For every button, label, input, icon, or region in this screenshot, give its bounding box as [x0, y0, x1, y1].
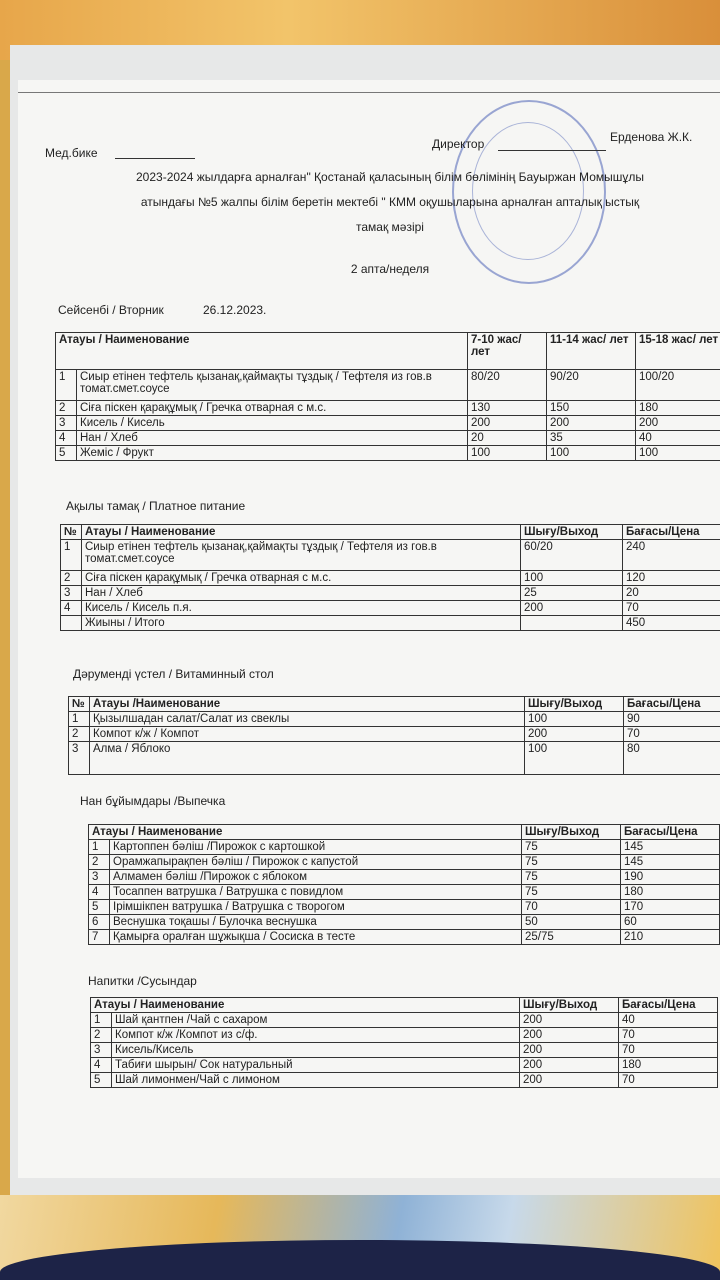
price: 210 — [621, 930, 720, 945]
dish-name: Алма / Яблоко — [90, 742, 525, 775]
row-number — [61, 616, 82, 631]
row-number: 7 — [89, 930, 110, 945]
portion-11-14: 90/20 — [547, 370, 636, 401]
price: 90 — [624, 712, 720, 727]
table-row — [69, 742, 720, 775]
table-row — [56, 401, 720, 416]
vitamin-table — [68, 696, 720, 775]
row-number: 1 — [61, 540, 82, 571]
portion-11-14: 35 — [547, 431, 636, 446]
price: 120 — [623, 571, 720, 586]
price: 180 — [619, 1058, 718, 1073]
table-row — [61, 540, 720, 571]
header-cell: Атауы /Наименование — [90, 697, 525, 712]
dish-name: Орамжапырақпен бәліш / Пирожок с капустой — [110, 855, 522, 870]
dish-name: Нан / Хлеб — [82, 586, 521, 601]
table-row — [91, 1043, 718, 1058]
row-number: 3 — [61, 586, 82, 601]
dish-name: Жеміс / Фрукт — [77, 446, 468, 461]
row-number: 6 — [89, 915, 110, 930]
table-header-row — [91, 998, 718, 1013]
header-cell: Шығу/Выход — [520, 998, 619, 1013]
dish-name: Кисель / Кисель — [77, 416, 468, 431]
table-row — [89, 915, 720, 930]
header-cell: 15-18 жас/ лет — [636, 333, 720, 370]
dish-name: Сіға піскен қарақұмық / Гречка отварная с м.с. — [77, 401, 468, 416]
portion: 60/20 — [521, 540, 623, 571]
drink-name: Кисель/Кисель — [112, 1043, 520, 1058]
dish-name: Сиыр етінен тефтель қызанақ,қаймақты тұздық / Тефтеля из гов.в томат.смет.соусе — [82, 540, 521, 571]
row-number: 3 — [56, 416, 77, 431]
price: 20 — [623, 586, 720, 601]
portion: 200 — [520, 1073, 619, 1088]
portion: 200 — [521, 601, 623, 616]
portion: 75 — [522, 885, 621, 900]
portion-7-10: 80/20 — [468, 370, 547, 401]
dish-name: Компот к/ж / Компот — [90, 727, 525, 742]
row-number: 4 — [61, 601, 82, 616]
price: 145 — [621, 840, 720, 855]
row-number: 3 — [69, 742, 90, 775]
nurse-signature-line — [115, 158, 195, 159]
price: 70 — [624, 727, 720, 742]
header-cell: 7-10 жас/ лет — [468, 333, 547, 370]
header-cell: Атауы / Наименование — [56, 333, 468, 370]
portion: 75 — [522, 855, 621, 870]
portion-15-18: 100 — [636, 446, 720, 461]
table-row — [91, 1013, 718, 1028]
table-row — [56, 416, 720, 431]
price: 80 — [624, 742, 720, 775]
portion: 25 — [521, 586, 623, 601]
header-cell: Атауы / Наименование — [91, 998, 520, 1013]
dish-name: Тосаппен ватрушка / Ватрушка с повидлом — [110, 885, 522, 900]
row-number: 4 — [91, 1058, 112, 1073]
row-number: 3 — [91, 1043, 112, 1058]
dish-name: Ірімшікпен ватрушка / Ватрушка с творогом — [110, 900, 522, 915]
title-line-1: 2023-2024 жылдарға арналған" Қостанай қаласының білім бөлімінің Бауыржан Момышұлы — [136, 170, 644, 184]
portion: 50 — [522, 915, 621, 930]
row-number: 2 — [61, 571, 82, 586]
header-cell: 11-14 жас/ лет — [547, 333, 636, 370]
drink-name: Шай лимонмен/Чай с лимоном — [112, 1073, 520, 1088]
week-label: 2 апта/неделя — [350, 262, 430, 276]
portion: 200 — [525, 727, 624, 742]
portion-7-10: 100 — [468, 446, 547, 461]
price: 70 — [623, 601, 720, 616]
row-number: 4 — [89, 885, 110, 900]
portion — [521, 616, 623, 631]
header-cell: Шығу/Выход — [525, 697, 624, 712]
price: 70 — [619, 1073, 718, 1088]
header-cell: № — [61, 525, 82, 540]
price: 70 — [619, 1028, 718, 1043]
portion-11-14: 150 — [547, 401, 636, 416]
portion-15-18: 200 — [636, 416, 720, 431]
table-row — [91, 1073, 718, 1088]
table-row — [89, 870, 720, 885]
table-header-row — [89, 825, 720, 840]
table-row — [89, 855, 720, 870]
total-price: 450 — [623, 616, 720, 631]
header-cell: № — [69, 697, 90, 712]
portion-15-18: 40 — [636, 431, 720, 446]
header-cell: Бағасы/Цена — [619, 998, 718, 1013]
header-cell: Атауы / Наименование — [89, 825, 522, 840]
row-number: 4 — [56, 431, 77, 446]
price: 180 — [621, 885, 720, 900]
portion: 200 — [520, 1043, 619, 1058]
school-lunch-table — [55, 332, 720, 461]
row-number: 5 — [89, 900, 110, 915]
table-row — [61, 601, 720, 616]
header-cell: Атауы / Наименование — [82, 525, 521, 540]
portion-11-14: 100 — [547, 446, 636, 461]
date-label: 26.12.2023. — [203, 303, 267, 317]
dish-name: Веснушка тоқашы / Булочка веснушка — [110, 915, 522, 930]
price: 145 — [621, 855, 720, 870]
portion: 200 — [520, 1013, 619, 1028]
portion: 25/75 — [522, 930, 621, 945]
portion: 100 — [525, 742, 624, 775]
price: 240 — [623, 540, 720, 571]
row-number: 2 — [69, 727, 90, 742]
header-cell: Бағасы/Цена — [621, 825, 720, 840]
dish-name: Картоппен бәліш /Пирожок с картошкой — [110, 840, 522, 855]
row-number: 2 — [91, 1028, 112, 1043]
row-number: 1 — [91, 1013, 112, 1028]
price: 170 — [621, 900, 720, 915]
portion-7-10: 130 — [468, 401, 547, 416]
table-row — [89, 900, 720, 915]
row-number: 3 — [89, 870, 110, 885]
portion: 75 — [522, 870, 621, 885]
dish-name: Қызылшадан салат/Салат из свеклы — [90, 712, 525, 727]
director-name: Ерденова Ж.К. — [610, 130, 693, 144]
portion: 100 — [521, 571, 623, 586]
portion-7-10: 200 — [468, 416, 547, 431]
drink-name: Табиғи шырын/ Сок натуральный — [112, 1058, 520, 1073]
row-number: 2 — [89, 855, 110, 870]
row-number: 1 — [56, 370, 77, 401]
official-stamp-inner — [472, 122, 584, 260]
day-label: Сейсенбі / Вторник — [58, 303, 164, 317]
total-label: Жиыны / Итого — [82, 616, 521, 631]
table-row — [91, 1058, 718, 1073]
title-line-3: тамақ мәзірі — [356, 220, 424, 234]
nurse-label: Мед.бике — [45, 146, 98, 160]
dish-name: Сиыр етінен тефтель қызанақ,қаймақты тұздық / Тефтеля из гов.в томат.смет.соусе — [77, 370, 468, 401]
portion: 200 — [520, 1058, 619, 1073]
paid-meals-table — [60, 524, 720, 631]
director-signature-line — [498, 150, 606, 151]
dish-name: Кисель / Кисель п.я. — [82, 601, 521, 616]
header-cell: Бағасы/Цена — [624, 697, 720, 712]
table-row — [91, 1028, 718, 1043]
portion: 70 — [522, 900, 621, 915]
bakery-table — [88, 824, 720, 945]
table-row — [69, 727, 720, 742]
price: 70 — [619, 1043, 718, 1058]
row-number: 5 — [91, 1073, 112, 1088]
drink-name: Шай қантпен /Чай с сахаром — [112, 1013, 520, 1028]
table-row — [56, 431, 720, 446]
section-title-bakery: Нан бұйымдары /Выпечка — [80, 794, 226, 808]
director-label: Директор — [432, 137, 485, 151]
dish-name: Нан / Хлеб — [77, 431, 468, 446]
price: 190 — [621, 870, 720, 885]
drink-name: Компот к/ж /Компот из с/ф. — [112, 1028, 520, 1043]
portion-15-18: 100/20 — [636, 370, 720, 401]
table-row — [89, 840, 720, 855]
table-header-row — [56, 333, 720, 370]
row-number: 1 — [69, 712, 90, 727]
total-row — [61, 616, 720, 631]
table-row — [69, 712, 720, 727]
table-header-row — [69, 697, 720, 712]
table-row — [61, 586, 720, 601]
dish-name: Сіға піскен қарақұмық / Гречка отварная с м.с. — [82, 571, 521, 586]
table-row — [89, 885, 720, 900]
header-cell: Шығу/Выход — [521, 525, 623, 540]
table-row — [89, 930, 720, 945]
drinks-table — [90, 997, 718, 1088]
dish-name: Алмамен бәліш /Пирожок с яблоком — [110, 870, 522, 885]
dish-name: Қамырға оралған шұжықша / Сосиска в тесте — [110, 930, 522, 945]
section-title-paid-meals: Ақылы тамақ / Платное питание — [66, 499, 246, 513]
portion: 200 — [520, 1028, 619, 1043]
portion-7-10: 20 — [468, 431, 547, 446]
portion-15-18: 180 — [636, 401, 720, 416]
price: 40 — [619, 1013, 718, 1028]
title-line-2: атындағы №5 жалпы білім беретін мектебі " КММ оқушыларына арналған апталық ыстық — [140, 195, 640, 209]
header-cell: Бағасы/Цена — [623, 525, 720, 540]
row-number: 1 — [89, 840, 110, 855]
top-border-line — [18, 92, 720, 93]
header-cell: Шығу/Выход — [522, 825, 621, 840]
portion: 100 — [525, 712, 624, 727]
table-row — [56, 446, 720, 461]
section-title-drinks: Напитки /Сусындар — [88, 974, 197, 988]
row-number: 5 — [56, 446, 77, 461]
portion-11-14: 200 — [547, 416, 636, 431]
section-title-vitamin-table: Дәрумендi үстел / Витаминный стол — [73, 667, 274, 681]
portion: 75 — [522, 840, 621, 855]
table-header-row — [61, 525, 720, 540]
table-row — [61, 571, 720, 586]
table-row — [56, 370, 720, 401]
price: 60 — [621, 915, 720, 930]
row-number: 2 — [56, 401, 77, 416]
